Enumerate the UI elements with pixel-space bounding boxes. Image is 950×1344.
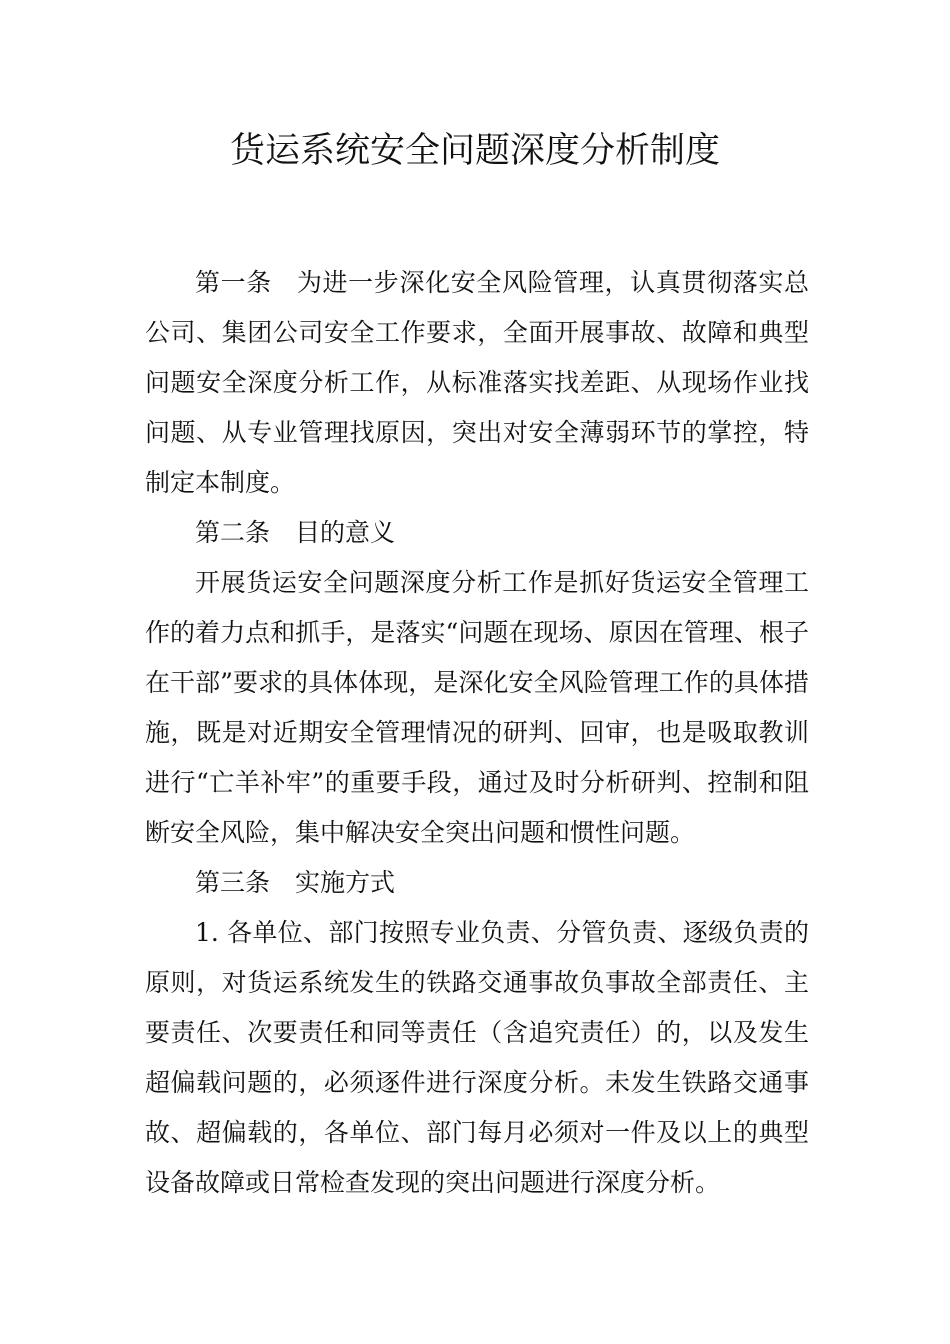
article-1-number: 第一条 xyxy=(195,268,272,297)
purpose-paragraph: 开展货运安全问题深度分析工作是抓好货运安全管理工作的着力点和抓手，是落实“问题在现场、原因在管理、根子在干部”要求的具体体现，是深化安全风险管理工作的具体措施，既是对近期安全管理情况的研判、回审，也是吸取教训进行“亡羊补牢”的重要手段，通过及时分析研判、控制和阻断安全风险，集中解决安全突出问题和惯性问题。 xyxy=(145,568,809,847)
article-3-paragraph xyxy=(145,858,809,908)
article-3-number: 第三条 xyxy=(195,868,271,897)
article-3-heading: 实施方式 xyxy=(295,868,396,897)
article-2-heading: 目的意义 xyxy=(295,518,396,547)
document-title: 货运系统安全问题深度分析制度 xyxy=(229,131,720,171)
article-1-paragraph xyxy=(145,258,809,508)
document-body xyxy=(145,258,809,1208)
article-2-number: 第二条 xyxy=(195,518,271,547)
implementation-item-1-paragraph: 1. 各单位、部门按照专业负责、分管负责、逐级负责的原则，对货运系统发生的铁路交通事故负事故全部责任、主要责任、次要责任和同等责任（含追究责任）的，以及发生超偏载问题的，必须逐件进行深度分析。未发生铁路交通事故、超偏载的，各单位、部门每月必须对一件及以上的典型设备故障或日常检查发现的突出问题进行深度分析。 xyxy=(145,918,809,1197)
article-2-paragraph xyxy=(145,508,809,558)
article-1-text: 为进一步深化安全风险管理，认真贯彻落实总公司、集团公司安全工作要求，全面开展事故、故障和典型问题安全深度分析工作，从标准落实找差距、从现场作业找问题、从专业管理找原因，突出对安全薄弱环节的掌控，特制定本制度。 xyxy=(145,268,809,497)
